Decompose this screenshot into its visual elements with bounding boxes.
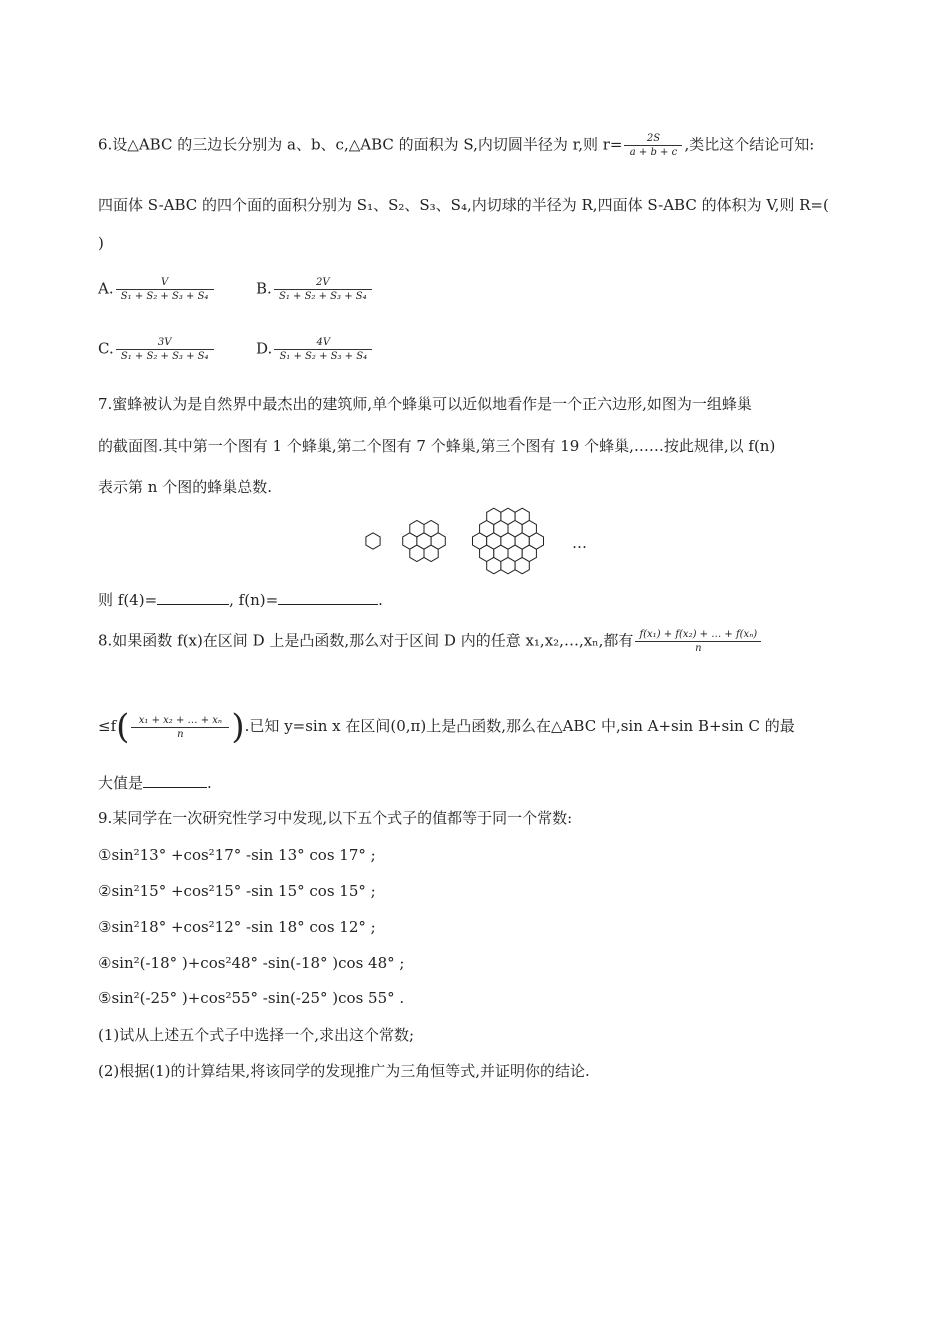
q9-item-3: ③sin²18° +cos²12° -sin 18° cos 12° ; [98, 918, 376, 936]
q8-line1: 8.如果函数 f(x)在区间 D 上是凸函数,那么对于区间 D 内的任意 x₁,x₂,…,xₙ,都有 $\frac{\text{f(x₁) + f(x₂) + … + f(xₙ)}}{n}$ [98, 628, 763, 655]
q6-text: 6.设△ABC 的三边长分别为 a、b、c,△ABC 的面积为 S,内切圆半径为 r,则 r= [98, 135, 623, 154]
fn-answer-blank[interactable] [278, 590, 378, 605]
q9-part-1: (1)试从上述五个式子中选择一个,求出这个常数; [98, 1026, 415, 1044]
q9-intro: 9.某同学在一次研究性学习中发现,以下五个式子的值都等于同一个常数: [98, 809, 573, 827]
honeycomb-figure-3 [472, 508, 543, 574]
q9-item-5: ⑤sin²(-25° )+cos²55° -sin(-25° )cos 55° . [98, 989, 405, 1007]
honeycomb-cell [529, 533, 543, 549]
f4-answer-blank[interactable] [157, 590, 229, 605]
honeycomb-cell [431, 533, 445, 549]
q9-part-2: (2)根据(1)的计算结果,将该同学的发现推广为三角恒等式,并证明你的结论. [98, 1062, 590, 1080]
q6-line2: 四面体 S-ABC 的四个面的面积分别为 S₁、S₂、S₃、S₄,内切球的半径为 R,四面体 S-ABC 的体积为 V,则 R=( [98, 196, 829, 214]
q8-line2: ≤f( $\frac{\text{x₁ + x₂ + … + xₙ}}{n}$ ).已知 y=sin x 在区间(0,π)上是凸函数,那么在△ABC 中,sin A+sin B+sin C 的最 [98, 707, 795, 747]
q6-fraction: $\frac{2S}{a + b + c}$ [624, 132, 682, 159]
q6-line3: ) [98, 234, 104, 252]
q6-option-b[interactable]: B. $\frac{2V}{\text{S₁ + S₂ + S₃ + S₄}}$ [256, 276, 374, 303]
q6-line1: 6.设△ABC 的三边长分别为 a、b、c,△ABC 的面积为 S,内切圆半径为 r,则 r= $\frac{2S}{a + b + c}$ ,类比这个结论可知: [98, 133, 815, 158]
honeycomb-ellipsis: … [572, 534, 587, 552]
honeycomb-figure-2 [403, 521, 446, 562]
q8-answer-blank[interactable] [143, 773, 207, 788]
q9-item-4: ④sin²(-18° )+cos²48° -sin(-18° )cos 48° ; [98, 954, 405, 972]
q9-item-2: ②sin²15° +cos²15° -sin 15° cos 15° ; [98, 882, 376, 900]
q8-line3: 大值是 . [98, 774, 212, 792]
q9-item-1: ①sin²13° +cos²17° -sin 13° cos 17° ; [98, 846, 376, 864]
q7-answer-line: 则 f(4)= , f(n)= . [98, 591, 383, 609]
q6-option-d[interactable]: D. $\frac{4V}{\text{S₁ + S₂ + S₃ + S₄}}$ [256, 336, 374, 363]
q6-option-a[interactable]: A. $\frac{V}{\text{S₁ + S₂ + S₃ + S₄}}$ [98, 276, 216, 303]
q8-fraction-2: $\frac{\text{x₁ + x₂ + … + xₙ}}{n}$ [131, 714, 229, 741]
honeycomb-figure-1 [366, 533, 380, 549]
q7-line1: 7.蜜蜂被认为是自然界中最杰出的建筑师,单个蜂巢可以近似地看作是一个正六边形,如图为一组蜂巢 [98, 395, 752, 413]
honeycomb-cell [366, 533, 380, 549]
q7-line3: 表示第 n 个图的蜂巢总数. [98, 478, 272, 496]
q6-option-c[interactable]: C. $\frac{3V}{\text{S₁ + S₂ + S₃ + S₄}}$ [98, 336, 216, 363]
q8-fraction-1: $\frac{\text{f(x₁) + f(x₂) + … + f(xₙ)}}{n}$ [635, 628, 761, 655]
q7-line2: 的截面图.其中第一个图有 1 个蜂巢,第二个图有 7 个蜂巢,第三个图有 19 个蜂巢,……按此规律,以 f(n) [98, 437, 776, 455]
honeycomb-figure [360, 504, 560, 580]
